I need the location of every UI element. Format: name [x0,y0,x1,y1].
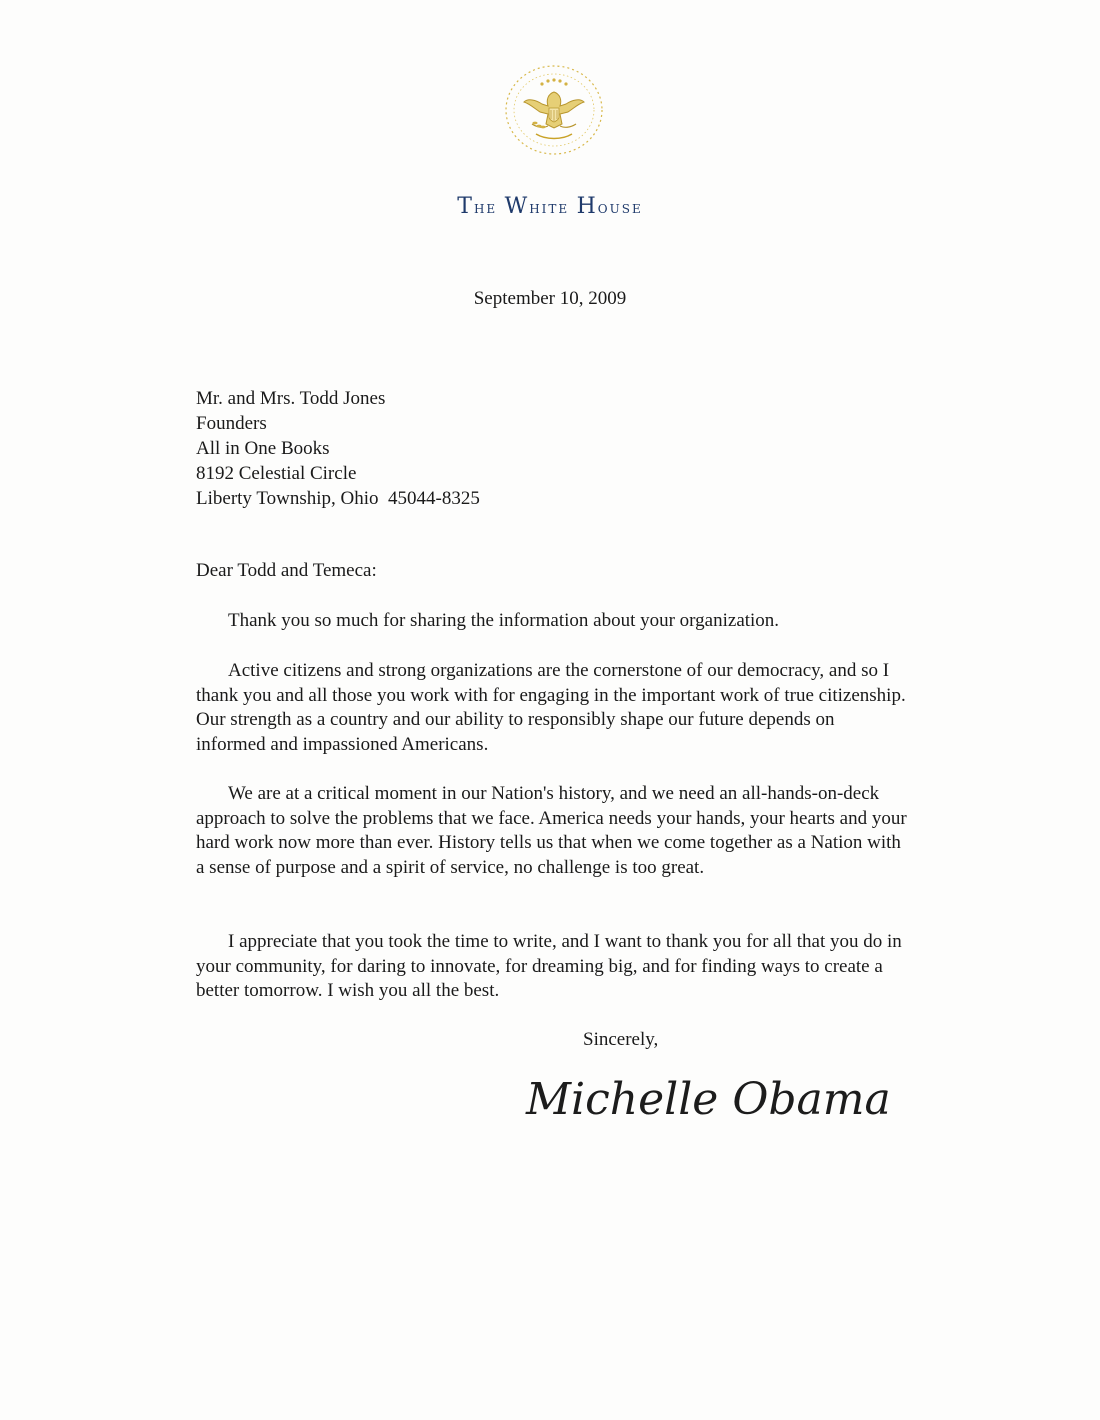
paragraph-text: We are at a critical moment in our Nation's history, and we need an all-hands-on-deck approach to solve the problems that we face. America needs your hands, your hearts and your hard work now more than ever. History tells us that when we come together as a Nation with a sense of purpose and a spirit of service, no challenge is too great. [196,783,907,878]
letterhead-title-part: ouse [597,198,643,218]
closing: Sincerely, [583,1029,659,1050]
salutation: Dear Todd and Temeca: [196,560,377,581]
recipient-address [196,386,480,511]
address-line: Mr. and Mrs. Todd Jones [196,388,386,409]
letterhead-title [0,194,1100,219]
address-line: Liberty Township, Ohio 45044-8325 [196,488,480,509]
address-line: All in One Books [196,438,330,459]
signature-text: Michelle Obama [526,1074,891,1125]
address-line: Founders [196,413,267,434]
letterhead-title-part: hite [529,198,577,218]
presidential-seal-icon [502,62,606,158]
paragraph-text: Active citizens and strong organizations are the cornerstone of our democracy, and so I thank you and all those you work with for engaging in the important work of true citizenship. Our strength as a country and our ability to responsibly shape our future depends on informed and impassioned Americans. [196,660,906,755]
body-paragraph [196,659,908,757]
letter-date: September 10, 2009 [473,288,627,309]
signature [520,1058,940,1138]
letterhead-title-part: he [473,198,505,218]
paragraph-text: I appreciate that you took the time to write, and I want to thank you for all that you do in your community, for daring to innovate, for dreaming big, and for finding ways to create a better tomorrow. I wish you all the best. [196,931,902,1002]
body-paragraph [196,930,908,1004]
address-line: 8192 Celestial Circle [196,463,357,484]
paragraph-text: Thank you so much for sharing the information about your organization. [228,610,780,631]
letterhead-title-part: H [576,194,598,219]
body-paragraph [196,609,908,634]
letterhead-title-part: T [457,194,474,219]
body-paragraph [196,782,908,880]
letterhead-title-part: W [504,194,530,219]
